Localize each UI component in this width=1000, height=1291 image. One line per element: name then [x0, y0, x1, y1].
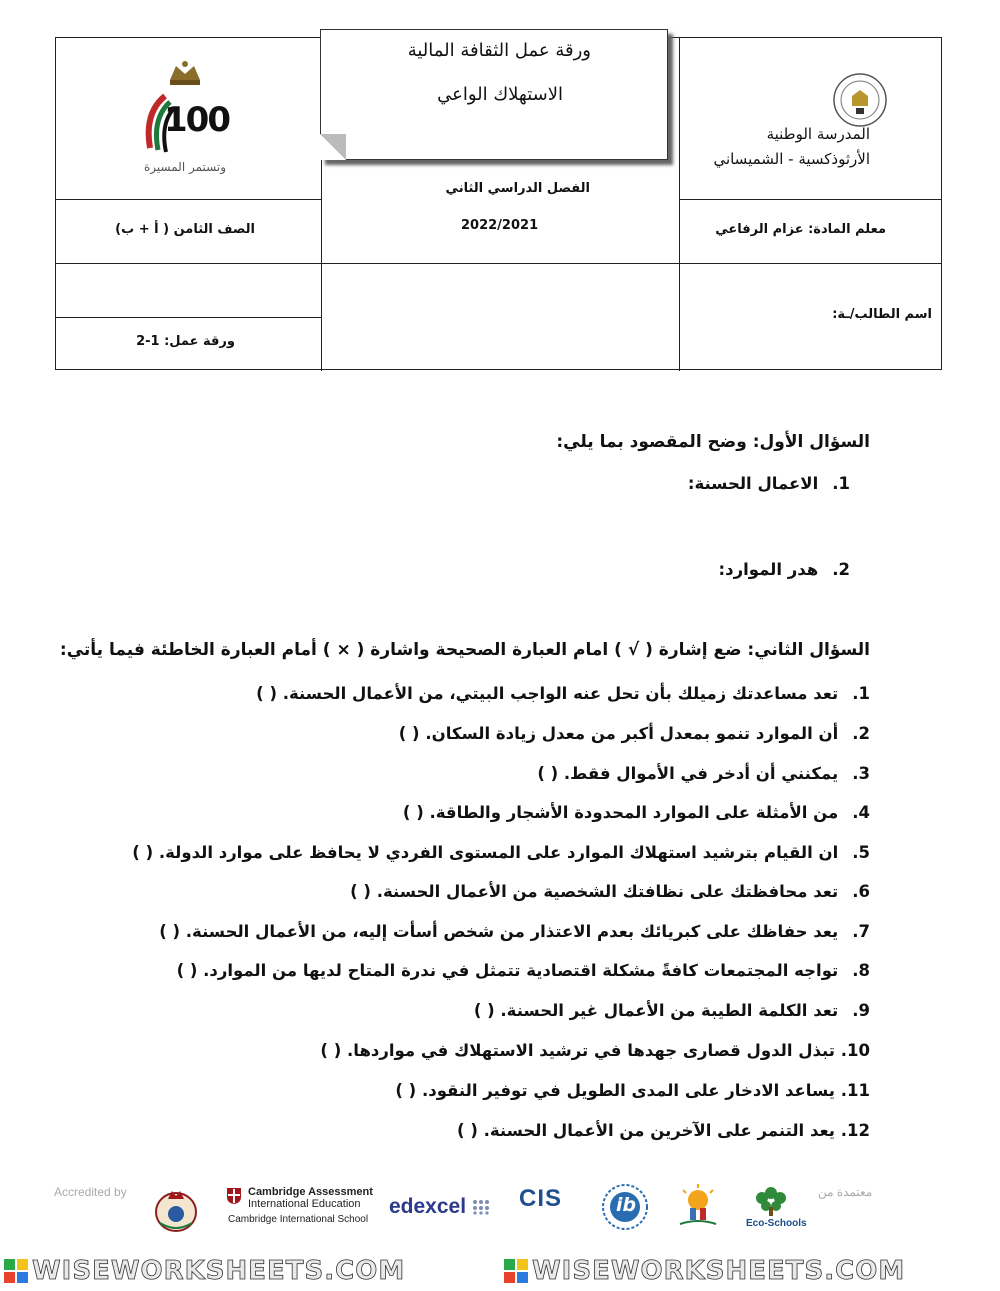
item-number: 1. [852, 684, 870, 703]
question1-heading: السؤال الأول: وضح المقصود بما يلي: [556, 432, 870, 452]
worksheet-number: ورقة عمل: 1-2 [136, 334, 235, 349]
question2-item [350, 882, 870, 901]
centennial-number: 100 [164, 100, 229, 140]
cambridge-line1: Cambridge Assessment [248, 1186, 373, 1198]
item-text: تواجه المجتمعات كافةً مشكلة اقتصادية تتمثل في ندرة المتاح لديها من الموارد. ( ) [176, 961, 839, 980]
item-text: يساعد الادخار على المدى الطويل في توفير النقود. ( ) [395, 1081, 835, 1100]
item-number: 2. [832, 560, 850, 579]
school-crest-icon [832, 72, 888, 128]
item-text: تعد محافظتك على نظافتك الشخصية من الأعمال الحسنة. ( ) [350, 882, 839, 901]
item-text: يمكنني أن أدخر في الأموال فقط. ( ) [537, 764, 839, 783]
item-text: هدر الموارد: [718, 560, 819, 579]
centennial-caption: وتستمر المسيرة [144, 160, 226, 174]
item-text: يعد التنمر على الآخرين من الأعمال الحسنة. ( ) [457, 1121, 835, 1140]
item-number: 8. [852, 961, 870, 980]
watermark-text [32, 1256, 405, 1286]
question2-item [177, 961, 870, 980]
schools-logo-icon [675, 1184, 721, 1232]
watermark-ws-icon [4, 1259, 28, 1287]
cambridge-line2: International Education [248, 1198, 361, 1210]
school-name-line2: الأرثوذكسية - الشميساني [713, 150, 870, 168]
question1-item [719, 560, 850, 579]
accredited-by-arabic: معتمدة من [818, 1185, 873, 1199]
school-name-line1: المدرسة الوطنية [766, 125, 870, 143]
topic-title: الاستهلاك الواعي [437, 84, 563, 105]
item-number: 1. [832, 474, 850, 493]
item-number: 5. [852, 843, 870, 862]
accredited-by-label: Accredited by [54, 1185, 127, 1199]
school-crest [832, 72, 888, 128]
watermark-text [532, 1256, 905, 1286]
item-number: 4. [852, 803, 870, 822]
item-text: أن الموارد تنمو بمعدل أكبر من معدل زيادة السكان. ( ) [398, 724, 839, 743]
item-text: الاعمال الحسنة: [687, 474, 819, 493]
ib-text: ib [616, 1194, 637, 1216]
watermark-ws-icon [504, 1259, 528, 1287]
question2-item [403, 803, 870, 822]
watermark-text-1: WISEWORKSHEETS.COM [32, 1256, 406, 1286]
eco-schools-label: Eco-Schools [746, 1218, 807, 1229]
ib-logo [601, 1183, 649, 1231]
edexcel-logo: edexcel [389, 1195, 467, 1218]
cis-logo: CIS [519, 1185, 563, 1212]
item-number: 10. [840, 1041, 870, 1060]
worksheet-title: ورقة عمل الثقافة المالية [407, 40, 591, 61]
student-name-label: اسم الطالب/ـة: [832, 307, 932, 322]
eco-schools-tree-icon [753, 1185, 789, 1221]
item-text: من الأمثلة على الموارد المحدودة الأشجار والطاقة. ( ) [402, 803, 839, 822]
school-year: 2022/2021 [461, 218, 539, 233]
item-number: 3. [852, 764, 870, 783]
question2-item [159, 922, 870, 941]
question2-item [256, 684, 870, 703]
item-text: يعد حفاظك على كبريائك بعدم الاعتذار من شخص أسأت إليه، من الأعمال الحسنة. ( ) [159, 922, 839, 941]
cambridge-line3: Cambridge International School [228, 1214, 369, 1225]
watermark-text-2: WISEWORKSHEETS.COM [532, 1256, 906, 1286]
semester-label: الفصل الدراسي الثاني [445, 181, 590, 196]
item-text: تعد الكلمة الطيبة من الأعمال غير الحسنة. ( ) [473, 1001, 839, 1020]
question2-item [399, 724, 870, 743]
question2-item [457, 1121, 870, 1140]
question2-item [474, 1001, 870, 1020]
question2-item [395, 1081, 870, 1100]
answer-area-2[interactable] [160, 586, 860, 626]
teacher-name: معلم المادة: عزام الرفاعي [715, 222, 886, 237]
item-text: تعد مساعدتك زميلك بأن تحل عنه الواجب البيتي، من الأعمال الحسنة. ( ) [256, 684, 839, 703]
page-curl [320, 134, 346, 160]
item-number: 11. [840, 1081, 870, 1100]
question1-item [688, 474, 850, 493]
grade-label: الصف الثامن ( أ + ب) [115, 222, 255, 237]
item-number: 9. [852, 1001, 870, 1020]
item-text: تبذل الدول قصارى جهدها في ترشيد الاستهلاك في مواردها. ( ) [320, 1041, 835, 1060]
edexcel-dots-icon [472, 1199, 494, 1219]
student-name-field[interactable] [321, 264, 677, 369]
item-number: 2. [852, 724, 870, 743]
centennial-logo [140, 58, 230, 178]
item-number: 12. [840, 1121, 870, 1140]
answer-area-1[interactable] [160, 500, 860, 550]
item-number: 7. [852, 922, 870, 941]
jordan-emblem-icon [152, 1187, 200, 1237]
cambridge-shield-icon [226, 1187, 242, 1209]
title-box [320, 29, 668, 160]
item-number: 6. [852, 882, 870, 901]
question2-item [537, 764, 870, 783]
question2-heading: السؤال الثاني: ضع إشارة ( √ ) امام العبارة الصحيحة واشارة ( × ) أمام العبارة الخاطئة فيما يأتي: [59, 640, 870, 660]
question2-item [132, 843, 870, 862]
item-text: ان القيام بترشيد استهلاك الموارد على المستوى الفردي لا يحافظ على موارد الدولة. ( ) [132, 843, 839, 862]
question2-item [320, 1041, 870, 1060]
